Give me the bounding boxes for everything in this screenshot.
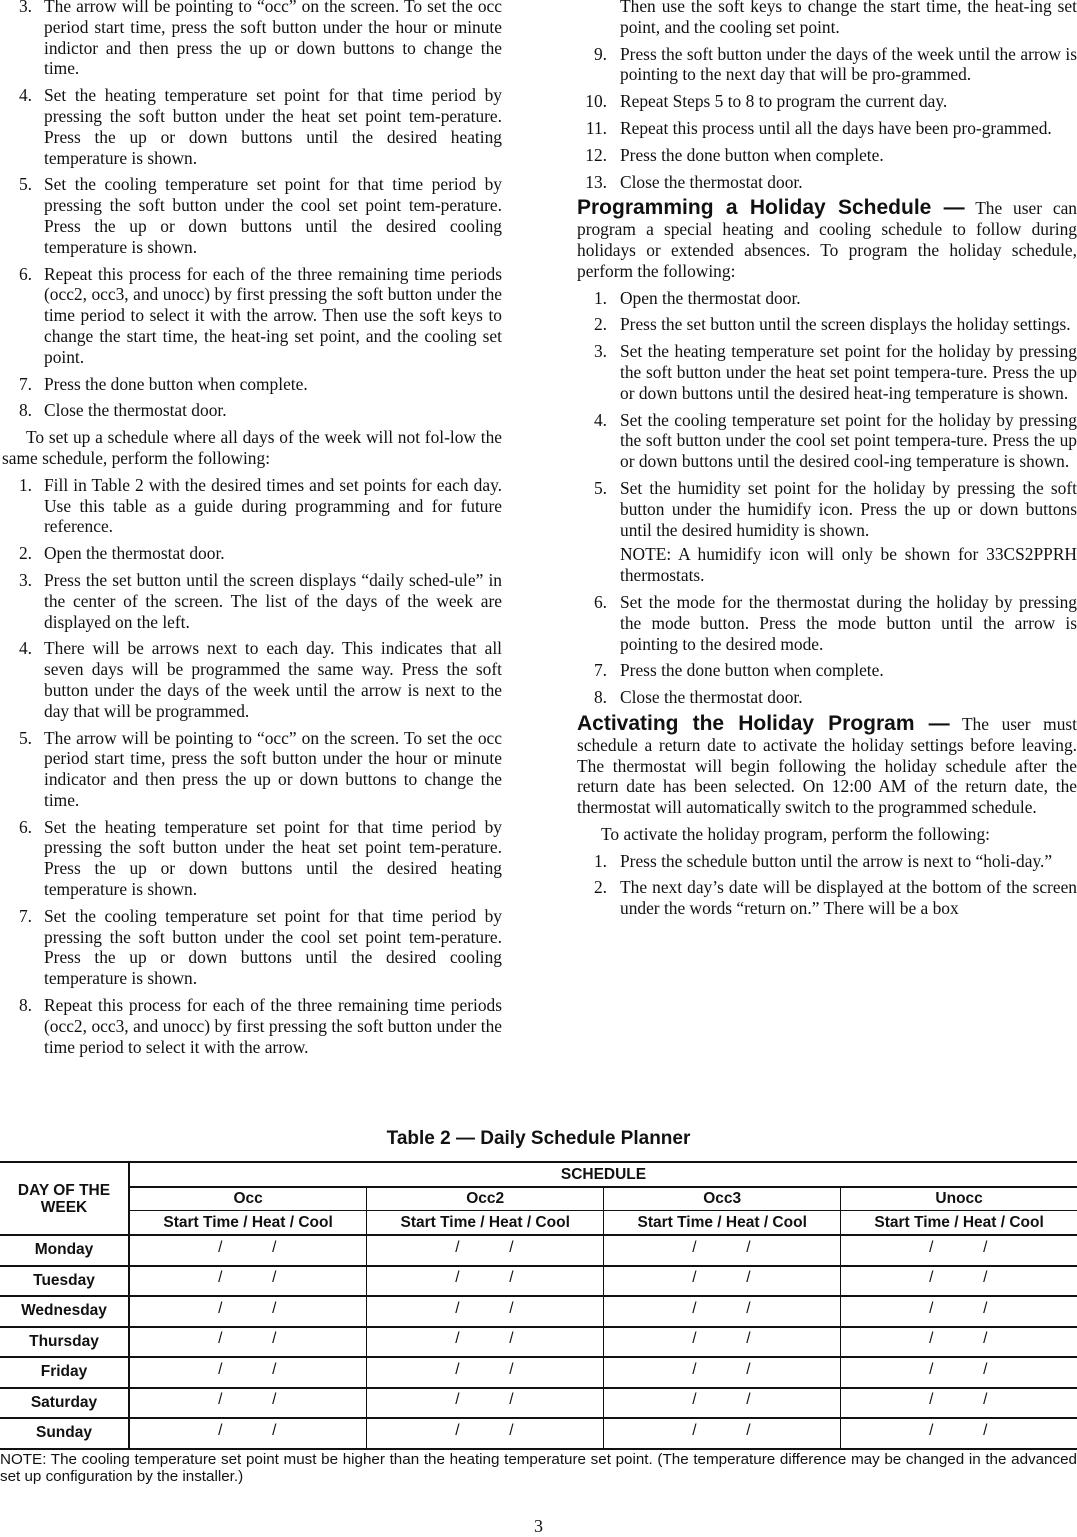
slash-separator: / [983,1421,988,1439]
slash-separators [455,1301,515,1317]
schedule-cell[interactable] [604,1235,841,1266]
slash-separator: / [218,1391,223,1409]
holiday-intro: The user can program a special heating and cooling schedule to follow during holidays or extended absences. To program the holiday schedule, perform the following: [577,198,1077,281]
list-item: 13. Close the thermostat door. [585,171,803,192]
day-name-cell: Wednesday [0,1296,129,1327]
list-item: 7. Set the cooling temperature set point for that time period by pressing the soft button under the cool set point tem-perature. Press the up or down buttons until the desired cooling temperature is shown. [18,905,502,989]
slash-separators [218,1270,278,1286]
slash-separator: / [509,1391,514,1409]
slash-separators [692,1270,752,1286]
sub-header: Start Time / Heat / Cool [367,1211,604,1236]
activating-intro: The user must schedule a return date to activate the holiday settings before leaving. The thermostat will begin following the holiday schedule after the return date has been selected. On 12:00 AM of the return date, the thermostat will automatically switch to the programmed schedule. [577,713,1077,818]
slash-separator: / [509,1299,514,1317]
holiday-steps [577,288,1077,708]
schedule-cell[interactable] [841,1266,1077,1297]
slash-separators [455,1270,515,1286]
left-steps-b [2,475,502,1058]
slash-separator: / [692,1269,697,1287]
period-header: Occ3 [604,1187,841,1211]
period-header: Occ2 [367,1187,604,1211]
slash-separator: / [746,1238,751,1256]
slash-separators [218,1301,278,1317]
schedule-cell[interactable] [129,1296,367,1327]
slash-separators [218,1362,278,1378]
list-item: 6. Repeat this process for each of the three remaining time periods (occ2, occ3, and unocc) by first pressing the soft button under the time period to select it with the arrow. Then use the soft keys to change the start time, the heat-ing set point, and the cooling set point. [18,263,502,367]
list-item: 8. Close the thermostat door. [18,400,227,421]
slash-separator: / [272,1269,277,1287]
list-item: 4. Set the cooling temperature set point for the holiday by pressing the soft button under the cool set point tempera-ture. Press the up or down buttons until the desired cool-ing temperature is shown. [593,409,1077,472]
day-of-week-header: DAY OF THE WEEK [0,1162,129,1235]
slash-separator: / [272,1421,277,1439]
day-name-cell: Tuesday [0,1266,129,1297]
slash-separator: / [929,1330,934,1348]
activating-heading: Activating the Holiday Program — [577,711,950,735]
slash-separator: / [218,1360,223,1378]
slash-separators [692,1301,752,1317]
slash-separator: / [455,1330,460,1348]
schedule-cell[interactable] [129,1327,367,1358]
schedule-cell[interactable] [604,1296,841,1327]
slash-separators [692,1423,752,1439]
slash-separator: / [929,1299,934,1317]
list-item: 4. There will be arrows next to each day. This indicates that all seven days will be programmed the same way. Press the soft button under the days of the week until the arrow is next to the day that will be programmed. [18,638,502,721]
period-header: Occ [129,1187,367,1211]
table-row [0,1357,1077,1388]
list-item: 8. Repeat this process for each of the three remaining time periods (occ2, occ3, and unocc) by first pressing the soft button under the time period to select it with the arrow. [18,995,502,1057]
slash-separators [929,1423,989,1439]
left-steps-a [2,0,502,421]
slash-separator: / [692,1330,697,1348]
slash-separators [455,1423,515,1439]
list-item: 5. Set the humidity set point for the holiday by pressing the soft button under the humidify icon. Press the up or down buttons until the desired humidity is shown. NOTE: A humidify icon will only be shown for 33CS2PPRH thermostats. [593,477,1077,586]
day-name-cell: Thursday [0,1327,129,1358]
schedule-cell[interactable] [841,1327,1077,1358]
slash-separator: / [455,1421,460,1439]
slash-separator: / [509,1269,514,1287]
slash-separators [455,1331,515,1347]
list-item: 10. Repeat Steps 5 to 8 to program the current day. [585,91,948,112]
schedule-cell[interactable] [604,1418,841,1449]
slash-separator: / [983,1269,988,1287]
slash-separator: / [929,1238,934,1256]
left-column [2,0,502,1063]
slash-separator: / [746,1330,751,1348]
slash-separator: / [509,1238,514,1256]
slash-separator: / [983,1299,988,1317]
schedule-cell[interactable] [367,1266,604,1297]
slash-separators [692,1392,752,1408]
slash-separator: / [509,1330,514,1348]
slash-separator: / [272,1299,277,1317]
table-title: Table 2 — Daily Schedule Planner [386,1128,691,1149]
sub-header: Start Time / Heat / Cool [841,1211,1077,1236]
table-note: NOTE: The cooling temperature set point must be higher than the heating temperature set point. (The temperature difference may be changed in the advanced set up configuration by the installer.) [0,1451,1077,1485]
schedule-cell[interactable] [367,1327,604,1358]
schedule-cell[interactable] [129,1388,367,1419]
list-item: 1. Open the thermostat door. [593,287,801,308]
slash-separator: / [692,1421,697,1439]
list-item: 6. Set the mode for the thermostat during the holiday by pressing the mode button. Press the mode button until the arrow is pointing to the desired mode. [593,591,1077,654]
slash-separator: / [455,1360,460,1378]
slash-separator: / [746,1299,751,1317]
list-item: 9. Press the soft button under the days of the week until the arrow is pointing to the next day that will be pro-grammed. [593,43,1077,85]
slash-separator: / [929,1360,934,1378]
slash-separator: / [692,1299,697,1317]
slash-separator: / [218,1238,223,1256]
slash-separators [692,1240,752,1256]
slash-separator: / [455,1299,460,1317]
slash-separator: / [272,1391,277,1409]
schedule-cell[interactable] [129,1357,367,1388]
slash-separator: / [272,1238,277,1256]
schedule-body [0,1235,1077,1449]
sub-header: Start Time / Heat / Cool [129,1211,367,1236]
list-item: 3. The arrow will be pointing to “occ” on the screen. To set the occ period start time, press the soft button under the hour or minute indictor and then press the up or down buttons to change the time. [18,0,502,79]
slash-separator: / [929,1421,934,1439]
slash-separators [929,1301,989,1317]
table-row [0,1418,1077,1449]
list-item: 4. Set the heating temperature set point for that time period by pressing the soft button under the heat set point tem-perature. Press the up or down buttons until the desired heating temperature is shown. [18,85,502,168]
holiday-section [577,198,1077,281]
slash-separator: / [983,1330,988,1348]
list-item: 5. Set the cooling temperature set point for that time period by pressing the soft button under the cool set point tem-perature. Press the up or down buttons until the desired cooling temperature is shown. [18,174,502,257]
slash-separator: / [692,1360,697,1378]
list-item: 5. The arrow will be pointing to “occ” on the screen. To set the occ period start time, press the soft button under the hour or minute indicator and then press the up or down buttons to change the time. [18,727,502,810]
list-item: 2. Open the thermostat door. [18,543,225,564]
slash-separator: / [455,1269,460,1287]
slash-separators [929,1270,989,1286]
page-number: 3 [534,1516,543,1536]
table-row [0,1235,1077,1266]
list-item: 7. Press the done button when complete. [18,373,308,394]
schedule-cell[interactable] [367,1296,604,1327]
schedule-cell[interactable] [367,1357,604,1388]
schedule-cell[interactable] [604,1388,841,1419]
sub-header: Start Time / Heat / Cool [604,1211,841,1236]
list-item: 2. The next day’s date will be displayed at the bottom of the screen under the words “return on.” There will be a box [593,877,1077,919]
humidify-note: NOTE: A humidify icon will only be shown for 33CS2PPRH thermostats. [620,544,1077,586]
slash-separators [218,1240,278,1256]
slash-separator: / [746,1421,751,1439]
list-item: 12. Press the done button when complete. [585,144,884,165]
slash-separator: / [509,1360,514,1378]
slash-separator: / [218,1299,223,1317]
right-steps-a [577,44,1077,193]
schedule-cell[interactable] [604,1327,841,1358]
list-item: 3. Set the heating temperature set point for the holiday by pressing the soft button under the heat set point tempera-ture. Press the up or down buttons until the desired heat-ing temperature is shown. [593,341,1077,403]
slash-separators [692,1331,752,1347]
slash-separator: / [218,1269,223,1287]
schedule-cell[interactable] [367,1388,604,1419]
slash-separator: / [692,1391,697,1409]
list-item: 1. Fill in Table 2 with the desired times and set points for each day. Use this table as a guide during programming and for future reference. [18,474,502,537]
slash-separator: / [746,1391,751,1409]
slash-separators [218,1331,278,1347]
slash-separator: / [929,1269,934,1287]
activating-lead: To activate the holiday program, perform the following: [601,823,990,844]
slash-separators [455,1392,515,1408]
schedule-header: SCHEDULE [129,1162,1077,1187]
day-name-cell: Sunday [0,1418,129,1449]
slash-separator: / [929,1391,934,1409]
list-item: 7. Press the done button when complete. [593,660,884,681]
schedule-cell[interactable] [604,1266,841,1297]
slash-separator: / [455,1238,460,1256]
activating-section [577,711,1077,818]
slash-separator: / [218,1330,223,1348]
holiday-heading: Programming a Holiday Schedule — [577,196,965,220]
right-column [577,0,1077,925]
slash-separator: / [746,1269,751,1287]
list-item: 8. Close the thermostat door. [593,687,803,708]
table-row [0,1266,1077,1297]
period-header: Unocc [841,1187,1077,1211]
slash-separator: / [455,1391,460,1409]
schedule-cell[interactable] [367,1418,604,1449]
slash-separator: / [746,1360,751,1378]
slash-separators [929,1240,989,1256]
day-name-cell: Friday [0,1357,129,1388]
schedule-planner-table [0,1161,1077,1450]
list-item: 6. Set the heating temperature set point for that time period by pressing the soft button under the heat set point tem-perature. Press the up or down buttons until the desired heating temperature is shown. [18,816,502,900]
slash-separator: / [983,1391,988,1409]
intro-paragraph: To set up a schedule where all days of the week will not fol-low the same schedule, perform the following: [2,427,502,468]
slash-separator: / [218,1421,223,1439]
slash-separators [455,1362,515,1378]
slash-separators [455,1240,515,1256]
schedule-cell[interactable] [841,1418,1077,1449]
schedule-cell[interactable] [129,1418,367,1449]
slash-separators [929,1392,989,1408]
table-row [0,1327,1077,1358]
schedule-cell[interactable] [841,1388,1077,1419]
slash-separator: / [983,1360,988,1378]
schedule-cell[interactable] [129,1235,367,1266]
slash-separators [929,1331,989,1347]
schedule-cell[interactable] [841,1296,1077,1327]
slash-separator: / [983,1238,988,1256]
table-row [0,1296,1077,1327]
schedule-cell[interactable] [841,1357,1077,1388]
list-item: 2. Press the set button until the screen displays the holiday settings. [593,314,1071,335]
slash-separators [692,1362,752,1378]
slash-separator: / [692,1238,697,1256]
schedule-cell[interactable] [367,1235,604,1266]
slash-separator: / [272,1360,277,1378]
activating-steps [577,851,1077,919]
list-item: 1. Press the schedule button until the arrow is next to “holi-day.” [593,850,1053,871]
slash-separators [929,1362,989,1378]
schedule-cell[interactable] [841,1235,1077,1266]
continued-text: Then use the soft keys to change the start time, the heat-ing set point, and the cooling set point. [620,0,1077,37]
day-name-cell: Saturday [0,1388,129,1419]
schedule-cell[interactable] [604,1357,841,1388]
slash-separators [218,1423,278,1439]
day-name-cell: Monday [0,1235,129,1266]
list-item: 11. Repeat this process until all the days have been pro-grammed. [585,117,1052,138]
schedule-cell[interactable] [129,1266,367,1297]
slash-separators [218,1392,278,1408]
list-item: 3. Press the set button until the screen displays “daily sched-ule” in the center of the screen. The list of the days of the week are displayed on the left. [18,569,502,632]
slash-separator: / [509,1421,514,1439]
slash-separator: / [272,1330,277,1348]
table-row [0,1388,1077,1419]
